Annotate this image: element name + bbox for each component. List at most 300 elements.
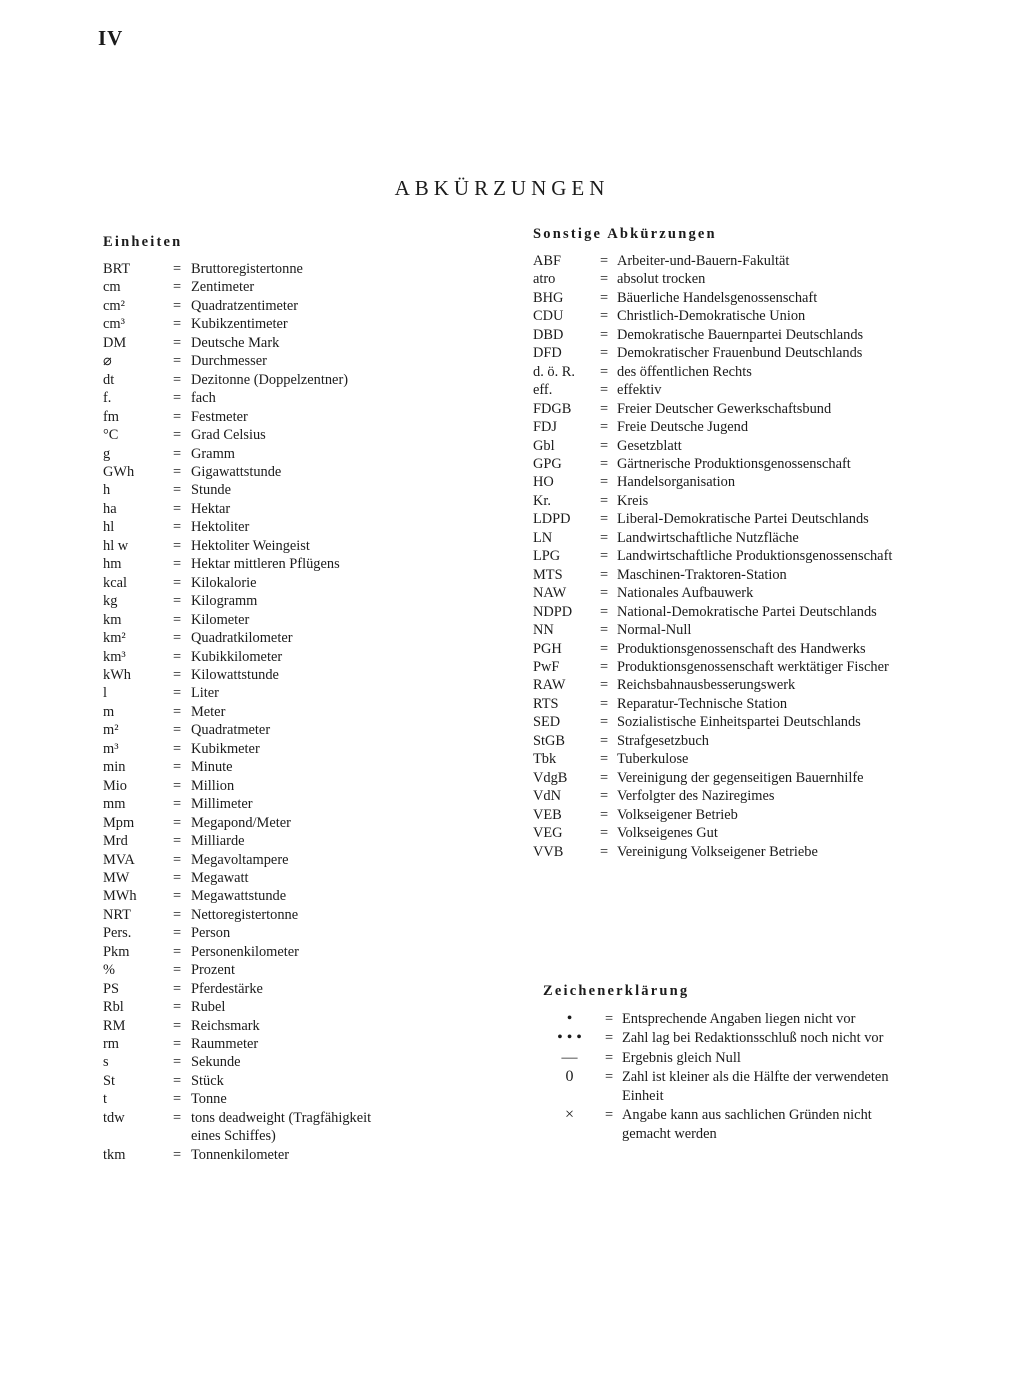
page-number: IV [98, 26, 124, 50]
meaning: tons deadweight (Tragfähigkeit eines Schiffes) [191, 1109, 372, 1145]
abbreviation-row [533, 307, 913, 325]
abbreviation: kWh [103, 666, 131, 683]
meaning: Christlich-Demokratische Union [617, 308, 806, 325]
meaning: Zentimeter [191, 279, 255, 296]
units-list [103, 260, 403, 1164]
abbreviation: VEB [533, 806, 562, 823]
unit-row [103, 481, 403, 499]
abbreviation: hl w [103, 537, 129, 554]
abbreviation: HO [533, 474, 554, 491]
abbreviation-row [533, 252, 913, 270]
meaning: Gärtnerische Produktionsgenossenschaft [617, 455, 851, 472]
meaning: Deutsche Mark [191, 334, 280, 351]
equals-sign: = [599, 695, 609, 712]
abbreviation: dt [103, 371, 115, 388]
unit-row [103, 1035, 403, 1053]
meaning: Megapond/Meter [191, 814, 291, 831]
equals-sign: = [172, 1072, 182, 1089]
equals-sign: = [172, 353, 182, 370]
unit-row [103, 592, 403, 610]
unit-row [103, 537, 403, 555]
abbreviation: tdw [103, 1109, 125, 1126]
meaning: Freier Deutscher Gewerkschaftsbund [617, 400, 832, 417]
unit-row [103, 297, 403, 315]
equals-sign: = [599, 603, 609, 620]
equals-sign: = [172, 740, 182, 757]
equals-sign: = [604, 1030, 614, 1047]
abbreviation: FDGB [533, 400, 572, 417]
abbreviation: cm³ [103, 316, 125, 333]
equals-sign: = [172, 906, 182, 923]
abbreviation-row [533, 750, 913, 768]
equals-sign: = [172, 390, 182, 407]
abbreviation: cm [103, 279, 121, 296]
meaning: Kilometer [191, 611, 250, 628]
equals-sign: = [599, 806, 609, 823]
unit-row [103, 980, 403, 998]
abbreviation-row [533, 695, 913, 713]
meaning: Kilowattstunde [191, 666, 279, 683]
abbreviation: Mpm [103, 814, 135, 831]
symbols-list [543, 1010, 918, 1143]
abbreviation-row [533, 344, 913, 362]
equals-sign: = [599, 437, 609, 454]
equals-sign: = [599, 751, 609, 768]
abbreviation: min [103, 759, 126, 776]
unit-row [103, 445, 403, 463]
meaning: Arbeiter-und-Bauern-Fakultät [617, 253, 790, 269]
meaning: Rubel [191, 999, 226, 1016]
equals-sign: = [172, 888, 182, 905]
abbreviation: RAW [533, 677, 566, 694]
equals-sign: = [172, 1054, 182, 1071]
meaning: Entsprechende Angaben liegen nicht vor [622, 1011, 856, 1027]
equals-sign: = [172, 519, 182, 536]
meaning: Demokratischer Frauenbund Deutschlands [617, 345, 863, 362]
abbreviation: h [103, 482, 111, 499]
abbreviation: MVA [103, 851, 135, 868]
equals-sign: = [172, 777, 182, 794]
meaning: Ergebnis gleich Null [622, 1049, 741, 1066]
equals-sign: = [599, 825, 609, 842]
abbreviation: GPG [533, 455, 562, 472]
abbreviation: VEG [533, 825, 563, 842]
equals-sign: = [172, 1036, 182, 1053]
meaning: Verfolgter des Naziregimes [617, 788, 775, 805]
abbreviation: m [103, 703, 115, 720]
abbreviation: VVB [533, 843, 564, 860]
abbreviation-row [533, 658, 913, 676]
equals-sign: = [172, 630, 182, 647]
abbreviation: l [103, 685, 107, 702]
other-abbreviations-section [533, 226, 913, 861]
equals-sign: = [172, 297, 182, 314]
equals-sign: = [172, 648, 182, 665]
equals-sign: = [172, 279, 182, 296]
meaning: des öffentlichen Rechts [617, 363, 752, 380]
meaning: Reichsbahnausbesserungswerk [617, 677, 796, 694]
meaning: Stunde [191, 482, 231, 499]
equals-sign: = [172, 703, 182, 720]
equals-sign: = [599, 677, 609, 694]
meaning: Vereinigung Volkseigener Betriebe [617, 843, 818, 860]
abbreviation: mm [103, 796, 126, 813]
abbreviation: ABF [533, 253, 561, 269]
unit-row [103, 869, 403, 887]
abbreviation: Rbl [103, 999, 124, 1016]
equals-sign: = [604, 1107, 614, 1124]
unit-row [103, 961, 403, 979]
meaning: Kubikkilometer [191, 648, 283, 665]
meaning: Prozent [191, 962, 235, 979]
meaning: Tuberkulose [617, 751, 689, 768]
meaning: Angabe kann aus sachlichen Gründen nicht gemacht werden [622, 1107, 872, 1142]
unit-row [103, 260, 403, 278]
equals-sign: = [172, 943, 182, 960]
meaning: Kubikzentimeter [191, 316, 288, 333]
meaning: Kilogramm [191, 593, 258, 610]
unit-row [103, 1072, 403, 1090]
unit-row [103, 371, 403, 389]
abbreviation: kg [103, 593, 118, 610]
equals-sign: = [599, 769, 609, 786]
equals-sign: = [172, 833, 182, 850]
meaning: Reichsmark [191, 1017, 260, 1034]
meaning: Festmeter [191, 408, 248, 425]
unit-row [103, 740, 403, 758]
unit-row [103, 666, 403, 684]
symbols-heading: Zeichenerklärung [543, 983, 690, 999]
meaning: Nettoregistertonne [191, 906, 299, 923]
meaning: Landwirtschaftliche Nutzfläche [617, 529, 799, 546]
equals-sign: = [172, 980, 182, 997]
units-heading: Einheiten [103, 234, 183, 250]
meaning: Volkseigener Betrieb [617, 806, 738, 823]
abbreviation: Pkm [103, 943, 130, 960]
meaning: fach [191, 390, 216, 407]
symbol: × [564, 1106, 575, 1124]
meaning: Strafgesetzbuch [617, 732, 709, 749]
meaning: Handelsorganisation [617, 474, 736, 491]
unit-row [103, 463, 403, 481]
equals-sign: = [599, 585, 609, 602]
equals-sign: = [599, 492, 609, 509]
abbreviation: PS [103, 980, 120, 997]
unit-row [103, 518, 403, 536]
abbreviation: Kr. [533, 492, 551, 509]
meaning: Megawattstunde [191, 888, 287, 905]
equals-sign: = [599, 326, 609, 343]
abbreviation-row [533, 510, 913, 528]
equals-sign: = [599, 640, 609, 657]
unit-row [103, 629, 403, 647]
unit-row [103, 315, 403, 333]
meaning: Sozialistische Einheitspartei Deutschlands [617, 714, 861, 731]
units-section [103, 234, 403, 1164]
abbreviation-row [533, 473, 913, 491]
abbreviation: °C [103, 427, 119, 444]
unit-row [103, 703, 403, 721]
meaning: Raummeter [191, 1036, 259, 1053]
equals-sign: = [172, 1017, 182, 1034]
equals-sign: = [599, 566, 609, 583]
unit-row [103, 795, 403, 813]
abbreviation: LPG [533, 548, 561, 565]
abbreviation-row [533, 806, 913, 824]
abbreviation-row [533, 270, 913, 288]
equals-sign: = [172, 814, 182, 831]
abbreviation-row [533, 824, 913, 842]
abbreviation: m² [103, 722, 119, 739]
equals-sign: = [172, 408, 182, 425]
meaning: Personenkilometer [191, 943, 299, 960]
equals-sign: = [599, 363, 609, 380]
abbreviation: m³ [103, 740, 119, 757]
equals-sign: = [172, 482, 182, 499]
abbreviation: StGB [533, 732, 565, 749]
meaning: Produktionsgenossenschaft des Handwerks [617, 640, 866, 657]
equals-sign: = [172, 611, 182, 628]
meaning: Hektar [191, 500, 231, 517]
abbreviation: St [103, 1072, 116, 1089]
equals-sign: = [172, 371, 182, 388]
abbreviation: BRT [103, 261, 131, 277]
equals-sign: = [599, 732, 609, 749]
meaning: effektiv [617, 382, 662, 399]
unit-row [103, 574, 403, 592]
abbreviation: kcal [103, 574, 127, 591]
equals-sign: = [172, 500, 182, 517]
unit-row [103, 887, 403, 905]
equals-sign: = [599, 271, 609, 288]
meaning: National-Demokratische Partei Deutschlands [617, 603, 877, 620]
abbreviation-row [533, 529, 913, 547]
equals-sign: = [599, 345, 609, 362]
symbol-row [543, 1068, 918, 1105]
abbreviation: hm [103, 556, 122, 573]
abbreviation: VdgB [533, 769, 568, 786]
equals-sign: = [599, 529, 609, 546]
abbreviation-row [533, 326, 913, 344]
abbreviation: NDPD [533, 603, 573, 620]
meaning: Volkseigenes Gut [617, 825, 718, 842]
unit-row [103, 352, 403, 370]
meaning: Kilokalorie [191, 574, 257, 591]
equals-sign: = [172, 574, 182, 591]
symbol-row [543, 1029, 918, 1047]
abbreviation-row [533, 289, 913, 307]
abbreviation-row [533, 621, 913, 639]
meaning: Freie Deutsche Jugend [617, 419, 749, 436]
meaning: Minute [191, 759, 233, 776]
abbreviation: VdN [533, 788, 561, 805]
equals-sign: = [172, 334, 182, 351]
unit-row [103, 611, 403, 629]
unit-row [103, 1017, 403, 1035]
abbreviation: CDU [533, 308, 564, 325]
equals-sign: = [599, 253, 609, 269]
abbreviation-row [533, 843, 913, 861]
symbol: — [561, 1048, 578, 1066]
unit-row [103, 924, 403, 942]
symbol-row [543, 1106, 918, 1143]
abbreviation: Pers. [103, 925, 132, 942]
meaning: Hektoliter [191, 519, 250, 536]
equals-sign: = [599, 622, 609, 639]
abbreviation: km³ [103, 648, 126, 665]
abbreviation: % [103, 962, 115, 979]
meaning: Sekunde [191, 1054, 241, 1071]
abbreviation-row [533, 381, 913, 399]
abbreviation: MW [103, 869, 130, 886]
unit-row [103, 1146, 403, 1164]
meaning: absolut trocken [617, 271, 706, 288]
meaning: Quadratmeter [191, 722, 271, 739]
meaning: Person [191, 925, 231, 942]
meaning: Millimeter [191, 796, 253, 813]
abbreviation: MWh [103, 888, 137, 905]
meaning: Megawatt [191, 869, 249, 886]
equals-sign: = [599, 843, 609, 860]
abbreviation-row [533, 603, 913, 621]
equals-sign: = [599, 308, 609, 325]
abbreviation-row [533, 455, 913, 473]
equals-sign: = [172, 796, 182, 813]
unit-row [103, 814, 403, 832]
unit-row [103, 721, 403, 739]
meaning: Liter [191, 685, 219, 702]
equals-sign: = [172, 999, 182, 1016]
abbreviation-row [533, 547, 913, 565]
abbreviation-row [533, 787, 913, 805]
equals-sign: = [172, 316, 182, 333]
equals-sign: = [599, 788, 609, 805]
equals-sign: = [604, 1011, 614, 1027]
equals-sign: = [172, 261, 182, 277]
abbreviation-row [533, 584, 913, 602]
abbreviation: t [103, 1091, 107, 1108]
meaning: Hektoliter Weingeist [191, 537, 310, 554]
equals-sign: = [172, 851, 182, 868]
meaning: Maschinen-Traktoren-Station [617, 566, 787, 583]
abbreviation-row [533, 769, 913, 787]
abbreviation: eff. [533, 382, 553, 399]
unit-row [103, 278, 403, 296]
abbreviation-row [533, 400, 913, 418]
abbreviation: NN [533, 622, 554, 639]
equals-sign: = [172, 1146, 182, 1163]
meaning: Produktionsgenossenschaft werktätiger Fischer [617, 658, 889, 675]
unit-row [103, 851, 403, 869]
equals-sign: = [172, 537, 182, 554]
equals-sign: = [172, 962, 182, 979]
unit-row [103, 1109, 403, 1146]
equals-sign: = [599, 400, 609, 417]
equals-sign: = [599, 714, 609, 731]
unit-row [103, 334, 403, 352]
meaning: Durchmesser [191, 353, 267, 370]
abbreviation: RM [103, 1017, 126, 1034]
equals-sign: = [599, 455, 609, 472]
meaning: Zahl lag bei Redaktionsschluß noch nicht vor [622, 1030, 884, 1047]
abbreviation: PwF [533, 658, 560, 675]
abbreviation: Mrd [103, 833, 128, 850]
abbreviation-row [533, 363, 913, 381]
equals-sign: = [599, 511, 609, 528]
abbreviation: d. ö. R. [533, 363, 575, 380]
abbreviation: s [103, 1054, 109, 1071]
abbreviation: LN [533, 529, 553, 546]
equals-sign: = [599, 658, 609, 675]
unit-row [103, 555, 403, 573]
meaning: Quadratkilometer [191, 630, 293, 647]
abbreviation: NAW [533, 585, 567, 602]
abbreviation-row [533, 437, 913, 455]
meaning: Tonne [191, 1091, 227, 1108]
equals-sign: = [599, 548, 609, 565]
meaning: Normal-Null [617, 622, 692, 639]
meaning: Megavoltampere [191, 851, 289, 868]
abbreviation: fm [103, 408, 119, 425]
unit-row [103, 943, 403, 961]
other-abbreviations-heading: Sonstige Abkürzungen [533, 226, 717, 242]
equals-sign: = [172, 1091, 182, 1108]
equals-sign: = [172, 666, 182, 683]
abbreviation: GWh [103, 463, 135, 480]
equals-sign: = [172, 556, 182, 573]
abbreviation: f. [103, 390, 112, 407]
symbols-section [543, 983, 918, 1144]
abbreviation-row [533, 732, 913, 750]
abbreviation-row [533, 676, 913, 694]
equals-sign: = [599, 382, 609, 399]
abbreviation: DBD [533, 326, 564, 343]
equals-sign: = [599, 474, 609, 491]
abbreviation: ⌀ [103, 353, 112, 370]
meaning: Pferdestärke [191, 980, 263, 997]
abbreviation: Mio [103, 777, 127, 794]
unit-row [103, 1090, 403, 1108]
equals-sign: = [172, 1109, 182, 1126]
meaning: Gigawattstunde [191, 463, 282, 480]
abbreviation: DFD [533, 345, 562, 362]
abbreviation-row [533, 713, 913, 731]
meaning: Grad Celsius [191, 427, 266, 444]
unit-row [103, 389, 403, 407]
meaning: Gramm [191, 445, 235, 462]
meaning: Liberal-Demokratische Partei Deutschlands [617, 511, 869, 528]
abbreviation-row [533, 418, 913, 436]
equals-sign: = [604, 1049, 614, 1066]
meaning: Bäuerliche Handelsgenossenschaft [617, 289, 818, 306]
unit-row [103, 648, 403, 666]
abbreviation: tkm [103, 1146, 126, 1163]
unit-row [103, 758, 403, 776]
abbreviation: Tbk [533, 751, 557, 768]
meaning: Nationales Aufbauwerk [617, 585, 754, 602]
meaning: Bruttoregistertonne [191, 261, 303, 277]
meaning: Hektar mittleren Pflügens [191, 556, 340, 573]
meaning: Gesetzblatt [617, 437, 682, 454]
equals-sign: = [599, 289, 609, 306]
abbreviation-row [533, 566, 913, 584]
abbreviation: ha [103, 500, 117, 517]
equals-sign: = [172, 685, 182, 702]
symbol-row [543, 1049, 918, 1067]
meaning: Stück [191, 1072, 224, 1089]
abbreviation: km² [103, 630, 126, 647]
meaning: Milliarde [191, 833, 245, 850]
